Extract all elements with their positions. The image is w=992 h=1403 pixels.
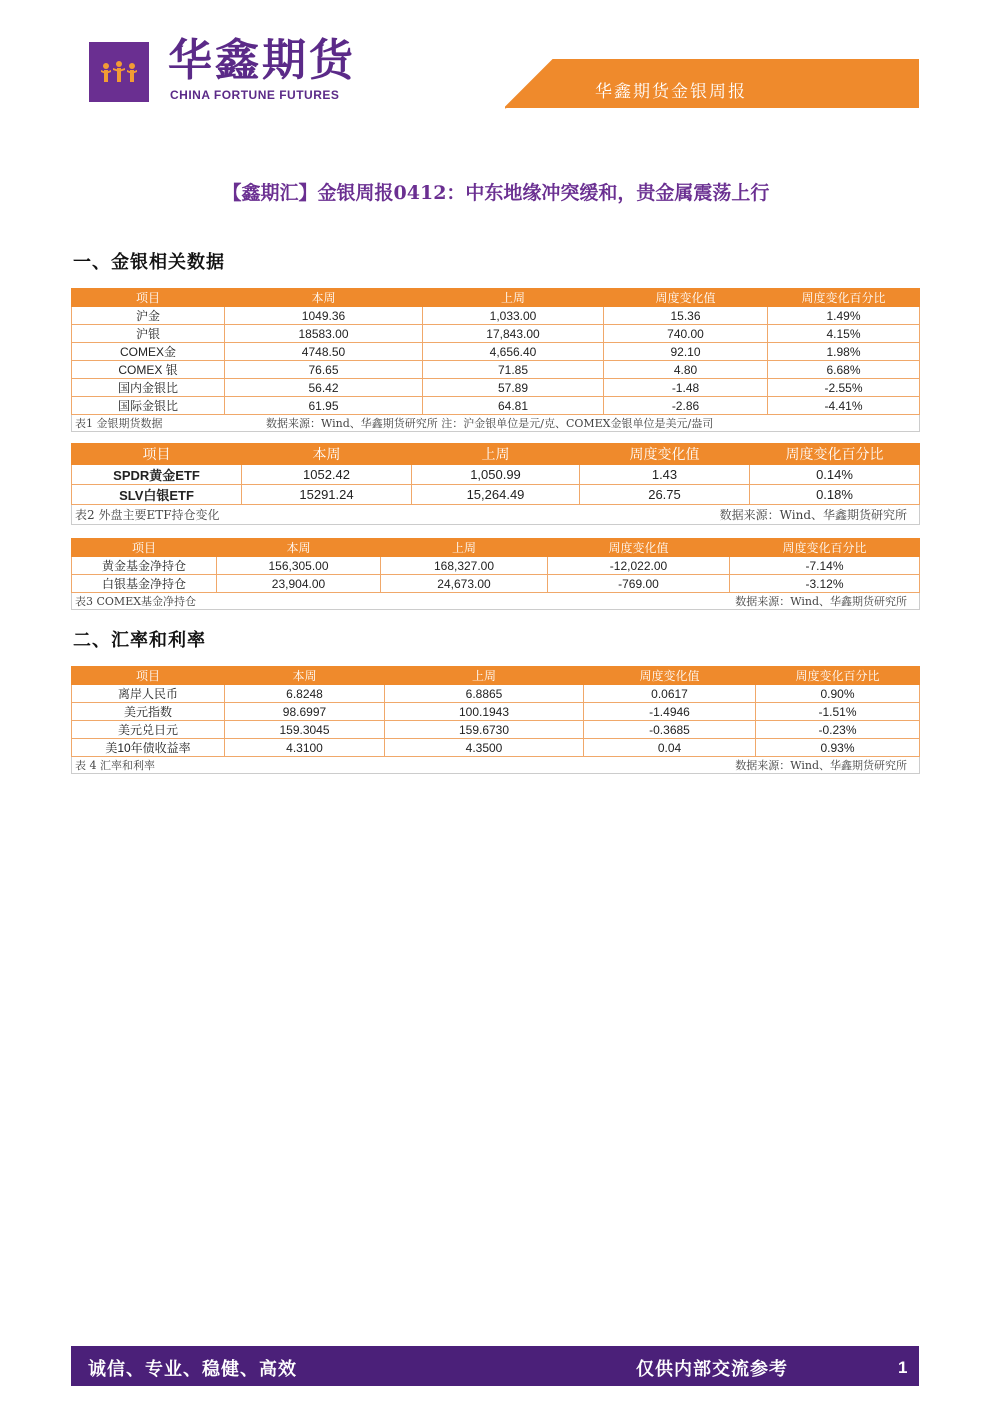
row-label: 美元指数 xyxy=(72,703,225,721)
table-row xyxy=(72,361,920,379)
row-label: 国内金银比 xyxy=(72,379,225,397)
table-caption-row xyxy=(72,757,920,774)
table-row xyxy=(72,739,920,757)
table-header-row xyxy=(72,539,920,557)
column-header: 周度变化值 xyxy=(580,444,750,465)
table-source-text: 数据来源：Wind、华鑫期货研究所 注：沪金银单位是元/克、COMEX金银单位是美元/盎司 xyxy=(266,417,714,430)
column-header: 本周 xyxy=(242,444,412,465)
column-header: 周度变化百分比 xyxy=(768,289,920,307)
cell-last-week: 64.81 xyxy=(423,397,604,415)
column-header: 周度变化百分比 xyxy=(750,444,920,465)
row-label: 沪银 xyxy=(72,325,225,343)
cell-this-week: 23,904.00 xyxy=(217,575,381,593)
table-row xyxy=(72,575,920,593)
cell-weekly-change-pct: 0.14% xyxy=(750,465,920,485)
cell-last-week: 15,264.49 xyxy=(412,485,580,505)
cell-weekly-change-pct: -4.41% xyxy=(768,397,920,415)
table-header-row xyxy=(72,667,920,685)
logo-chinese-name: 华鑫期货 xyxy=(168,35,356,86)
report-series-label: 华鑫期货金银周报 xyxy=(595,82,747,102)
cell-this-week: 4.3100 xyxy=(225,739,385,757)
table-row xyxy=(72,721,920,739)
cell-weekly-change: 1.43 xyxy=(580,465,750,485)
cell-weekly-change-pct: -3.12% xyxy=(730,575,920,593)
cell-this-week: 156,305.00 xyxy=(217,557,381,575)
cell-weekly-change-pct: 4.15% xyxy=(768,325,920,343)
table-row xyxy=(72,307,920,325)
cell-this-week: 4748.50 xyxy=(225,343,423,361)
table-header-row xyxy=(72,289,920,307)
table-source-text: 数据来源：Wind、华鑫期货研究所 xyxy=(735,759,907,772)
table-caption-row xyxy=(72,593,920,610)
table-caption-row xyxy=(72,505,920,525)
cell-weekly-change: 92.10 xyxy=(604,343,768,361)
cell-weekly-change-pct: -7.14% xyxy=(730,557,920,575)
table-source-text: 数据来源：Wind、华鑫期货研究所 xyxy=(735,595,907,608)
column-header: 上周 xyxy=(412,444,580,465)
row-label: COMEX 银 xyxy=(72,361,225,379)
cell-last-week: 100.1943 xyxy=(385,703,584,721)
table-row xyxy=(72,397,920,415)
cell-last-week: 4.3500 xyxy=(385,739,584,757)
column-header: 项目 xyxy=(72,289,225,307)
cell-last-week: 168,327.00 xyxy=(381,557,548,575)
cell-weekly-change-pct: 0.18% xyxy=(750,485,920,505)
cell-this-week: 1049.36 xyxy=(225,307,423,325)
column-header: 周度变化值 xyxy=(584,667,756,685)
table-caption xyxy=(72,505,920,525)
cell-this-week: 61.95 xyxy=(225,397,423,415)
cell-weekly-change: -12,022.00 xyxy=(548,557,730,575)
cell-last-week: 159.6730 xyxy=(385,721,584,739)
row-label: 沪金 xyxy=(72,307,225,325)
cell-this-week: 76.65 xyxy=(225,361,423,379)
cell-this-week: 159.3045 xyxy=(225,721,385,739)
table-row xyxy=(72,379,920,397)
cell-this-week: 6.8248 xyxy=(225,685,385,703)
cell-last-week: 6.8865 xyxy=(385,685,584,703)
cell-weekly-change-pct: 6.68% xyxy=(768,361,920,379)
cell-weekly-change-pct: -2.55% xyxy=(768,379,920,397)
column-header: 周度变化百分比 xyxy=(756,667,920,685)
cell-last-week: 1,033.00 xyxy=(423,307,604,325)
column-header: 本周 xyxy=(225,289,423,307)
table-caption-text: 表3 COMEX基金净持仓 xyxy=(75,595,197,608)
logo-figures-icon xyxy=(89,42,149,102)
table-row xyxy=(72,703,920,721)
cell-weekly-change: 0.0617 xyxy=(584,685,756,703)
column-header: 上周 xyxy=(385,667,584,685)
comex-net-position-table xyxy=(71,538,920,610)
section-heading-gold-silver: 一、金银相关数据 xyxy=(73,252,225,273)
column-header: 上周 xyxy=(381,539,548,557)
cell-this-week: 56.42 xyxy=(225,379,423,397)
cell-weekly-change: 4.80 xyxy=(604,361,768,379)
column-header: 项目 xyxy=(72,539,217,557)
column-header: 项目 xyxy=(72,444,242,465)
cell-weekly-change: 26.75 xyxy=(580,485,750,505)
page-title: 【鑫期汇】金银周报0412：中东地缘冲突缓和，贵金属震荡上行 xyxy=(222,182,770,204)
table-row xyxy=(72,325,920,343)
row-label: 黄金基金净持仓 xyxy=(72,557,217,575)
table-row xyxy=(72,465,920,485)
fx-interest-rate-table xyxy=(71,666,920,774)
cell-this-week: 15291.24 xyxy=(242,485,412,505)
table-row xyxy=(72,343,920,361)
cell-weekly-change: -2.86 xyxy=(604,397,768,415)
table-row xyxy=(72,557,920,575)
row-label: COMEX金 xyxy=(72,343,225,361)
cell-weekly-change: -769.00 xyxy=(548,575,730,593)
table-caption-text: 表 4 汇率和利率 xyxy=(75,759,155,772)
cell-weekly-change: 15.36 xyxy=(604,307,768,325)
column-header: 周度变化值 xyxy=(604,289,768,307)
table-source-text: 数据来源：Wind、华鑫期货研究所 xyxy=(719,508,907,522)
column-header: 上周 xyxy=(423,289,604,307)
cell-weekly-change: -1.48 xyxy=(604,379,768,397)
column-header: 周度变化百分比 xyxy=(730,539,920,557)
row-label: 美10年债收益率 xyxy=(72,739,225,757)
cell-last-week: 24,673.00 xyxy=(381,575,548,593)
table-caption xyxy=(72,757,920,774)
footer-notice: 仅供内部交流参考 xyxy=(636,1359,788,1380)
etf-holdings-table xyxy=(71,443,920,525)
table-caption-row xyxy=(72,415,920,432)
table-row xyxy=(72,485,920,505)
table-row xyxy=(72,685,920,703)
column-header: 本周 xyxy=(225,667,385,685)
cell-last-week: 57.89 xyxy=(423,379,604,397)
table-caption xyxy=(72,415,920,432)
row-label: 离岸人民币 xyxy=(72,685,225,703)
column-header: 本周 xyxy=(217,539,381,557)
section-heading-fx-rates: 二、汇率和利率 xyxy=(73,630,206,651)
logo-english-name: CHINA FORTUNE FUTURES xyxy=(170,88,340,102)
page-number: 1 xyxy=(898,1358,908,1377)
cell-weekly-change: -1.4946 xyxy=(584,703,756,721)
logo-emblem xyxy=(89,42,149,102)
cell-weekly-change-pct: -0.23% xyxy=(756,721,920,739)
cell-this-week: 98.6997 xyxy=(225,703,385,721)
row-label: SLV白银ETF xyxy=(72,485,242,505)
cell-weekly-change: -0.3685 xyxy=(584,721,756,739)
table-caption-text: 表1 金银期货数据 xyxy=(75,417,163,430)
cell-last-week: 4,656.40 xyxy=(423,343,604,361)
row-label: 白银基金净持仓 xyxy=(72,575,217,593)
cell-last-week: 17,843.00 xyxy=(423,325,604,343)
cell-last-week: 1,050.99 xyxy=(412,465,580,485)
cell-weekly-change-pct: 0.90% xyxy=(756,685,920,703)
cell-weekly-change: 740.00 xyxy=(604,325,768,343)
cell-last-week: 71.85 xyxy=(423,361,604,379)
cell-this-week: 1052.42 xyxy=(242,465,412,485)
column-header: 项目 xyxy=(72,667,225,685)
table-caption-text: 表2 外盘主要ETF持仓变化 xyxy=(75,508,220,522)
gold-silver-futures-table xyxy=(71,288,920,432)
table-header-row xyxy=(72,444,920,465)
column-header: 周度变化值 xyxy=(548,539,730,557)
cell-this-week: 18583.00 xyxy=(225,325,423,343)
row-label: 国际金银比 xyxy=(72,397,225,415)
table-caption xyxy=(72,593,920,610)
cell-weekly-change-pct: 0.93% xyxy=(756,739,920,757)
cell-weekly-change-pct: 1.98% xyxy=(768,343,920,361)
cell-weekly-change-pct: 1.49% xyxy=(768,307,920,325)
cell-weekly-change: 0.04 xyxy=(584,739,756,757)
row-label: SPDR黄金ETF xyxy=(72,465,242,485)
row-label: 美元兑日元 xyxy=(72,721,225,739)
cell-weekly-change-pct: -1.51% xyxy=(756,703,920,721)
footer-motto: 诚信、专业、稳健、高效 xyxy=(88,1359,297,1380)
